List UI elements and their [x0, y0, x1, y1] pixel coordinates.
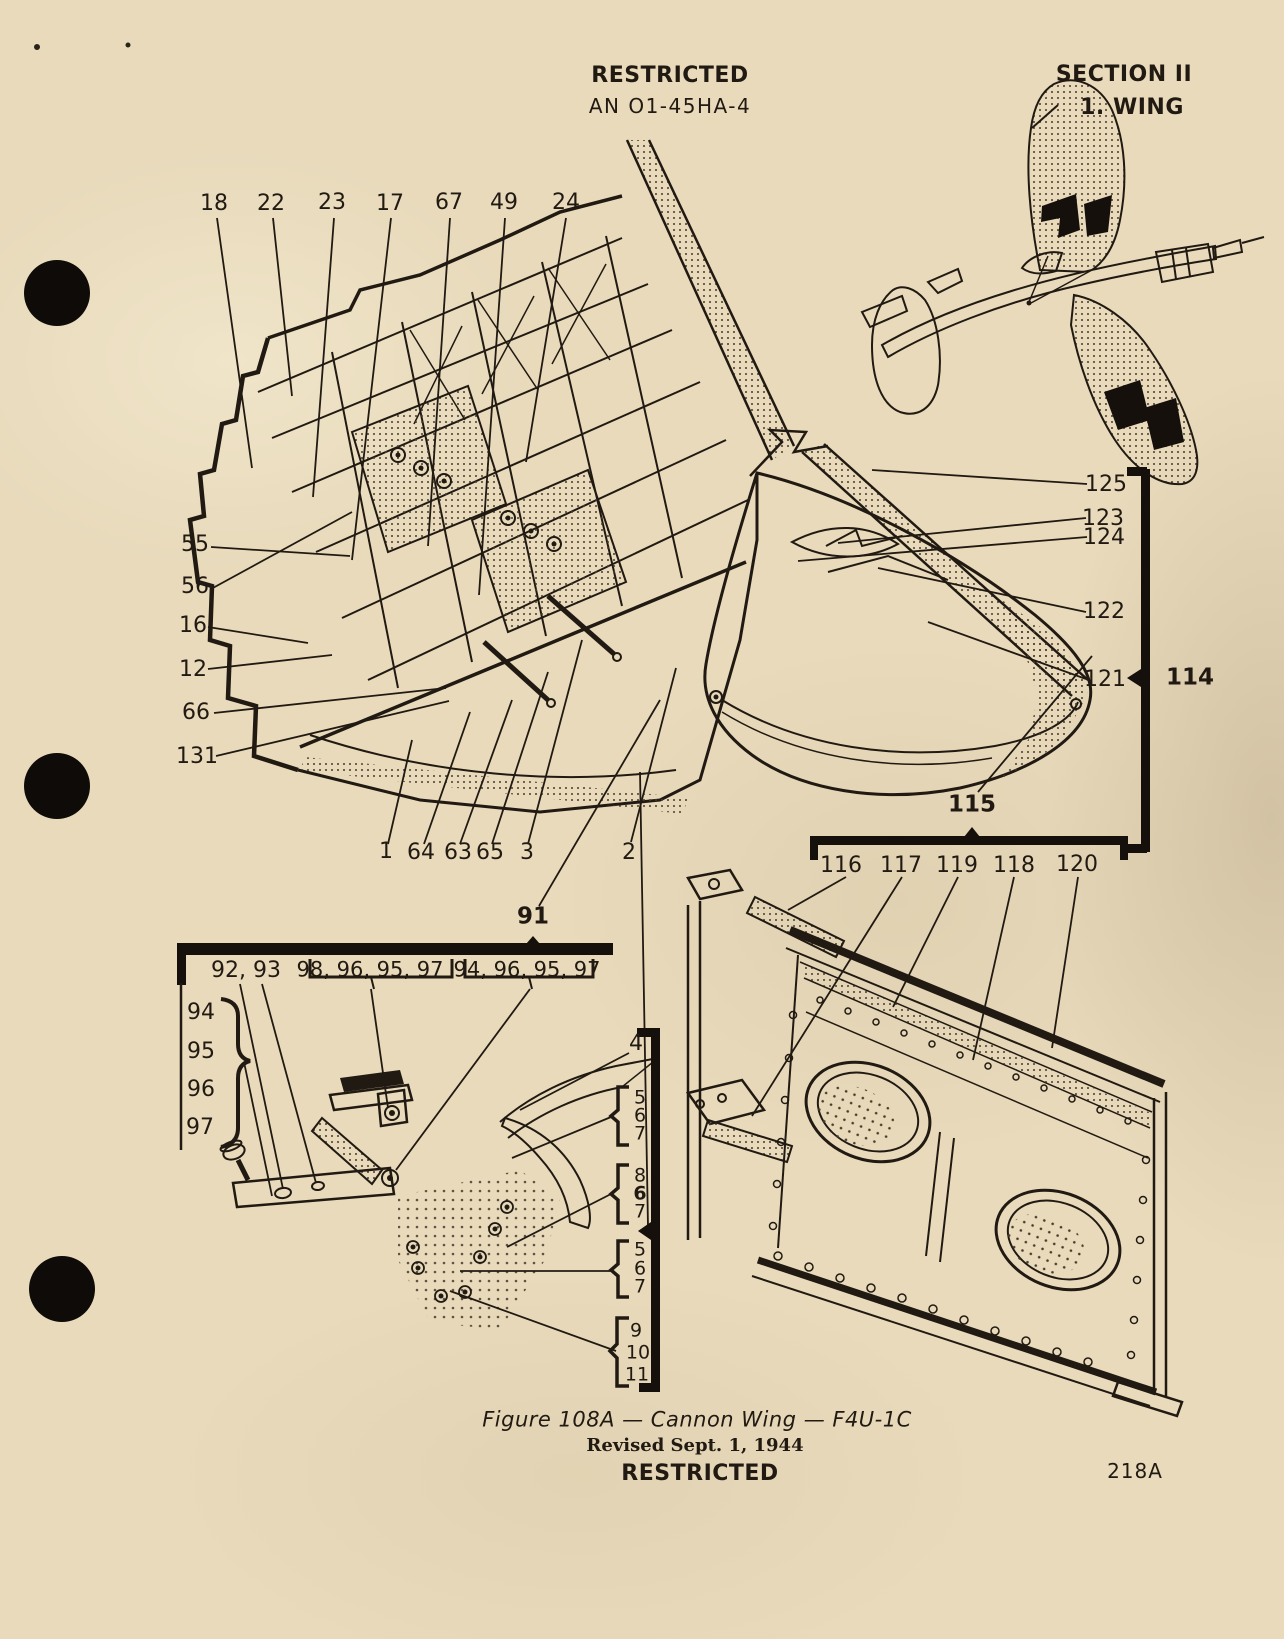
callout-131: 131 [176, 744, 218, 769]
header-classification: RESTRICTED [591, 63, 749, 88]
callout-116: 116 [820, 853, 862, 878]
callout-16: 16 [179, 613, 207, 638]
callout-24: 24 [552, 190, 580, 215]
callout-63: 63 [444, 840, 472, 865]
callout-65: 65 [476, 840, 504, 865]
callout-92-93: 92, 93 [211, 958, 281, 983]
callout-g2-8: 8 [633, 1164, 647, 1187]
callout-stack-96: 96 [187, 1077, 215, 1102]
callout-stack-95: 95 [187, 1039, 215, 1064]
callout-66: 66 [182, 700, 210, 725]
callout-12: 12 [179, 657, 207, 682]
callout-124: 124 [1083, 525, 1125, 550]
callout-117: 117 [880, 853, 922, 878]
wing-spar-drawing [688, 870, 1182, 1416]
callout-56: 56 [181, 574, 209, 599]
callout-119: 119 [936, 853, 978, 878]
callout-22: 22 [257, 191, 285, 216]
callout-120: 120 [1056, 852, 1098, 877]
wing-cutaway-drawing [190, 140, 1091, 814]
header-doc-id: AN O1-45HA-4 [588, 94, 752, 118]
callout-18: 18 [200, 191, 228, 216]
callout-94-96-95-97: 94, 96, 95, 97 [453, 957, 601, 982]
callout-g3-5: 5 [633, 1238, 647, 1261]
page-number: 218A [1107, 1459, 1163, 1483]
callout-49: 49 [490, 190, 518, 215]
callout-122: 122 [1083, 599, 1125, 624]
latch-detail-drawing [219, 1058, 658, 1330]
figure-caption: Figure 108A — Cannon Wing — F4U-1C [482, 1407, 912, 1432]
punch-holes [24, 43, 131, 1323]
callout-1: 1 [379, 839, 393, 864]
aircraft-silhouette-icon [862, 80, 1264, 484]
callout-23: 23 [318, 190, 346, 215]
callout-91: 91 [516, 903, 550, 930]
bracket-g1 [611, 1087, 629, 1145]
callout-g4-10: 10 [625, 1341, 651, 1364]
figure-revision: Revised Sept. 1, 1944 [586, 1435, 804, 1456]
callout-g2-6: 6 [633, 1182, 647, 1205]
callout-98-96-95-97: 98, 96, 95, 97 [296, 957, 444, 982]
bracket-g2 [611, 1165, 629, 1223]
callout-2: 2 [622, 840, 636, 865]
callout-g3-7: 7 [633, 1275, 647, 1298]
callout-g3-6: 6 [633, 1257, 647, 1280]
bracket-114 [1127, 467, 1150, 853]
header-section: SECTION II [1055, 62, 1193, 87]
callout-4: 4 [629, 1031, 643, 1056]
callout-115: 115 [947, 791, 997, 818]
bracket-g3 [611, 1241, 629, 1297]
callout-125: 125 [1085, 472, 1127, 497]
callout-g4-9: 9 [629, 1319, 643, 1342]
header-subsection: 1. WING [1080, 95, 1184, 120]
callout-g1-5: 5 [633, 1086, 647, 1109]
callout-g2-7: 7 [633, 1200, 647, 1223]
callout-17: 17 [376, 191, 404, 216]
callout-67: 67 [435, 190, 463, 215]
callout-114: 114 [1165, 664, 1215, 691]
callout-stack-97: 97 [186, 1115, 214, 1140]
leader-lines [208, 218, 1092, 1351]
callout-118: 118 [993, 853, 1035, 878]
callout-55: 55 [181, 532, 209, 557]
callout-64: 64 [407, 840, 435, 865]
callout-3: 3 [520, 840, 534, 865]
callout-stack-94: 94 [187, 1000, 215, 1025]
callout-121: 121 [1084, 667, 1126, 692]
callout-123: 123 [1082, 506, 1124, 531]
callout-g4-11: 11 [624, 1363, 650, 1386]
callout-g1-6: 6 [633, 1104, 647, 1127]
callout-g1-7: 7 [633, 1122, 647, 1145]
footer-classification: RESTRICTED [621, 1461, 779, 1486]
